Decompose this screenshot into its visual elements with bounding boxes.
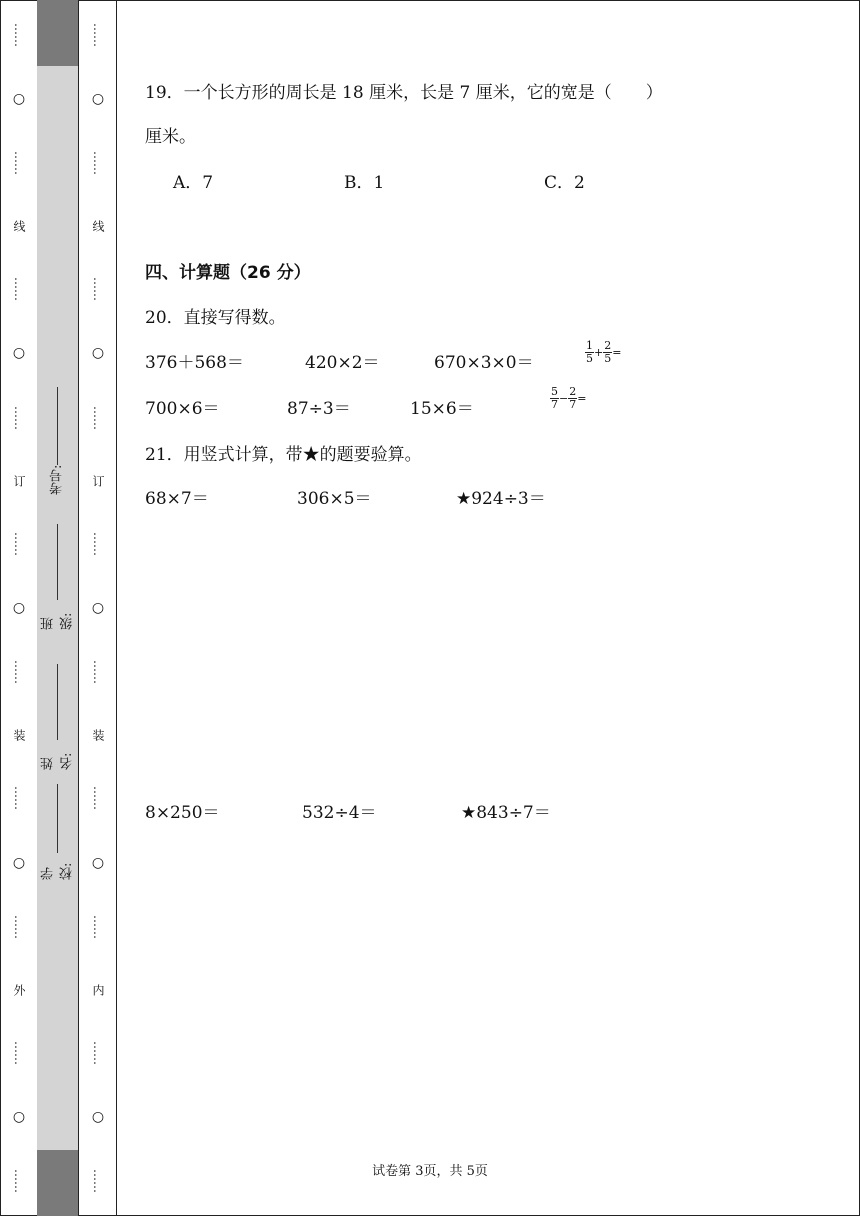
binding-dots: …… <box>12 405 26 430</box>
binding-dots: …… <box>12 914 26 939</box>
binding-dots: …… <box>12 150 26 175</box>
student-info-strip <box>37 0 78 1216</box>
binding-circle: ○ <box>91 90 105 107</box>
name-field[interactable] <box>37 660 78 770</box>
binding-dots: …… <box>12 22 26 47</box>
exam-number-field[interactable] <box>37 355 78 495</box>
binding-dots: …… <box>12 1169 26 1194</box>
binding-dots: …… <box>91 1041 105 1066</box>
binding-circle: ○ <box>12 599 26 616</box>
school-label: 学校: <box>40 862 75 880</box>
q19-stem-continued: 厘米。 <box>145 127 196 147</box>
binding-dots: …… <box>91 660 105 685</box>
binding-dots: …… <box>91 150 105 175</box>
binding-dots: …… <box>12 531 26 556</box>
margin-rule <box>78 0 79 1216</box>
binding-word: 装 <box>91 729 105 742</box>
q21-item: 68×7＝ <box>145 489 209 509</box>
q21-item: 8×250＝ <box>145 803 220 823</box>
binding-dots: …… <box>91 1169 105 1194</box>
binding-dots: …… <box>12 660 26 685</box>
class-field[interactable] <box>37 520 78 630</box>
q20-item: 15×6＝ <box>410 399 474 419</box>
binding-circle: ○ <box>91 854 105 871</box>
q20-fraction-item: $\frac{1}{5}$ + $\frac{2}{5}$ = <box>586 339 622 366</box>
margin-rule <box>116 0 117 1216</box>
binding-circle: ○ <box>91 1109 105 1126</box>
binding-dots: …… <box>91 786 105 811</box>
binding-circle: ○ <box>12 90 26 107</box>
q21-stem: 21．用竖式计算，带★的题要验算。 <box>145 445 422 465</box>
q19-option-c[interactable]: C．2 <box>544 173 585 193</box>
q20-item: 87÷3＝ <box>287 399 351 419</box>
page-footer: 试卷第 3页，共 5页 <box>372 1164 488 1179</box>
q21-starred-item: ★843÷7＝ <box>461 803 551 823</box>
q19-option-a[interactable]: A．7 <box>173 173 214 193</box>
binding-word: 线 <box>91 220 105 233</box>
binding-word: 外 <box>12 983 26 996</box>
q20-item: 670×3×0＝ <box>434 353 534 373</box>
name-label: 姓名: <box>40 752 75 770</box>
binding-circle: ○ <box>12 345 26 362</box>
strip-dark-block <box>37 0 78 66</box>
binding-dots: …… <box>91 405 105 430</box>
binding-circle: ○ <box>91 345 105 362</box>
exam-number-label: 考号: <box>50 464 65 495</box>
binding-circle: ○ <box>12 1109 26 1126</box>
q19-stem: 19．一个长方形的周长是 18 厘米，长是 7 厘米，它的宽是（ ） <box>145 83 663 103</box>
school-field[interactable] <box>37 780 78 880</box>
binding-dots: …… <box>12 277 26 302</box>
q21-item: 532÷4＝ <box>302 803 377 823</box>
binding-dots: …… <box>91 22 105 47</box>
section-title: 四、计算题（26 分） <box>145 263 311 283</box>
q20-item: 700×6＝ <box>145 399 220 419</box>
binding-dots: …… <box>12 786 26 811</box>
binding-margin <box>0 0 117 1216</box>
q19-option-b[interactable]: B．1 <box>344 173 385 193</box>
class-label: 班级: <box>40 612 75 630</box>
binding-word: 线 <box>12 220 26 233</box>
binding-circle: ○ <box>91 599 105 616</box>
q21-item: 306×5＝ <box>297 489 372 509</box>
binding-circle: ○ <box>12 854 26 871</box>
q20-item: 376＋568＝ <box>145 353 244 373</box>
q20-item: 420×2＝ <box>305 353 380 373</box>
inner-dotted-line <box>88 0 108 1216</box>
q21-starred-item: ★924÷3＝ <box>456 489 546 509</box>
binding-word: 内 <box>91 983 105 996</box>
q20-fraction-item: $\frac{5}{7}$ − $\frac{2}{7}$ = <box>551 385 587 412</box>
binding-word: 订 <box>91 474 105 487</box>
binding-word: 订 <box>12 474 26 487</box>
binding-dots: …… <box>91 277 105 302</box>
outer-dotted-line <box>9 0 29 1216</box>
q20-stem: 20．直接写得数。 <box>145 308 286 328</box>
binding-word: 装 <box>12 729 26 742</box>
binding-dots: …… <box>12 1041 26 1066</box>
binding-dots: …… <box>91 531 105 556</box>
binding-dots: …… <box>91 914 105 939</box>
